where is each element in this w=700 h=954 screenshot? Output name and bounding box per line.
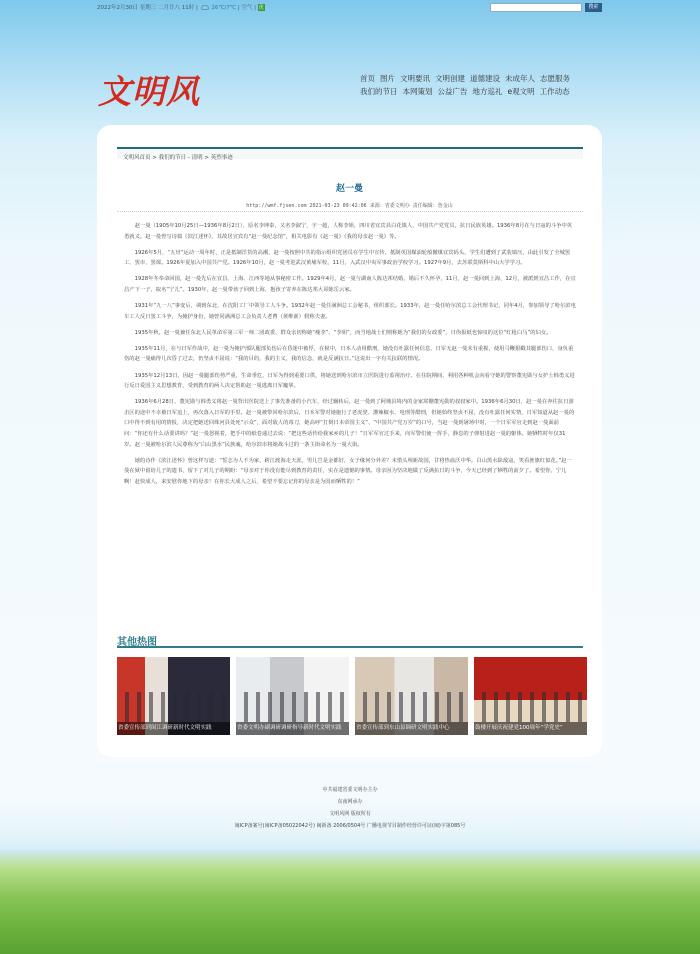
hot-thumb-1[interactable] [117, 657, 230, 735]
search-button[interactable]: 搜索 [585, 3, 602, 12]
air-quality-badge: 优 [258, 5, 264, 11]
hot-thumb-3[interactable] [355, 657, 468, 735]
article-paragraph: 1935年12月13日，因赵一曼腿部伤势严重，生命垂危，日军为得到重要口供，将她送到哈尔滨市立医院进行监视治疗。在住院期间，利用各种机会向看守她的警察董宪勋与女护士韩勇义进行反日爱国主义思想教育，受到教育的两人决定帮助赵一曼逃离日军魔掌。 [124, 372, 575, 390]
hot-thumbnails [117, 657, 587, 735]
footer-grass-background [0, 850, 700, 954]
nav-item-planning[interactable]: 本网策划 [402, 87, 433, 96]
photo-people [355, 692, 468, 722]
nav-item-pictures[interactable]: 图片 [380, 74, 395, 83]
nav-row-1 [360, 72, 590, 85]
footer-organizer: 东南网承办 [337, 799, 363, 805]
temperature: 26℃/7℃ [211, 5, 237, 11]
photo-people [117, 692, 230, 722]
air-quality-label: | 空气 | [237, 5, 258, 11]
hot-thumb-4[interactable] [474, 657, 587, 735]
article-paragraph: 1936年6月28日，董宪勋与韩勇义将赵一曼背出医院送上了事先准备的小汽车，经过辗转后，赵一曼到了阿城县境内的金家窝棚董宪勋的叔叔家中。1936年6月30日，赵一曼在奔往抗日游击区的途中不幸被日军追上，再次落入日军的手里。赵一曼被带回哈尔滨后，日本军警对她施行了老虎凳、灌辣椒水、电刑等酷刑，但她始终坚贞不屈，没有吐露任何实情，日军知道从赵一曼的口中得不到有用的情报，决定把她送回珠河县处死“示众”，面对敌人的毒刀，她高呼“打倒日本帝国主义”、“中国共产党万岁”的口号，当赵一曼到屠场中时，一个日军军官走到赵一曼面前问：“你还有什么话要讲吗？”赵一曼怒视着，把手中的纸卷递过去说：“把这些话传给我家乡的儿子！”日军军官过手来，向军警们使一挥手，静息的子弹射进赵一曼的躯体，她牺牲时年仅31岁。赵一曼被哈尔滨人民尊称为“白山黑水”民族魂，哈尔滨市将她战斗过的一条主街命名为一曼大街。 [124, 399, 575, 448]
nav-item-creation[interactable]: 文明创建 [435, 74, 465, 83]
nav-item-morality[interactable]: 道德建设 [470, 74, 500, 83]
hot-section-divider [117, 646, 583, 648]
article-meta: http://wmf.fjsen.com 2021-03-23 09:42:06 来源：省委文明办 责任编辑：詹金山 [246, 203, 453, 209]
thumb-caption[interactable]: 省委宣传部到东山县调研文明实践中心 [355, 722, 468, 735]
article-paragraph: 1926年5月，“五卅”运动一周年时，正是抵制洋货的高潮，赵一曼按照中共的指示组织党团员在学生中宣传，抵制英国煤油轮船撤煤宜宾码头，学生们遭到了武装镇压，由此引发了全城罢工、罢市、罢课。1926年夏加入中国共产党。1926年10月，赵一曼考进武汉黄埔军校，11月，入武汉中央军事政治学校学习。1927年9月，去苏联莫斯科中山大学学习。 [124, 249, 571, 267]
date-weather-bar [97, 3, 265, 11]
meta-divider [117, 211, 583, 212]
footer-sponsor: 中共福建省委文明办主办 [322, 787, 378, 793]
nav-item-e-view[interactable]: e观文明 [507, 87, 535, 96]
date-text: 2022年2月30日 星期三 二月廿八 11时 | [97, 5, 200, 11]
nav-item-work[interactable]: 工作动态 [539, 87, 570, 96]
article-paragraph: 1935年11月，在与日军作战中，赵一曼为掩护部队腿部负伤后在昏迷中被俘，在狱中，日本人动用酷刑，她没有吐露任何信息，日军无赵一曼未有重握，使用马鞭狠戳其腿部伤口，身负重伤的赵一曼痛得几次昏了过去，仍坚贞不屈说：“我的目的，我的主义，我的信念，就是反满抗日。”这说出一字有关抗联的情况。 [124, 345, 574, 363]
nav-item-local[interactable]: 地方巡礼 [472, 87, 503, 96]
thumb-caption[interactable]: 省委文明办副调研调研指导新时代文明实践 [236, 722, 349, 735]
photo-people [236, 692, 349, 722]
article-paragraph: 她的诗作《滨江述怀》曾这样写道：“誓志为人不为家，跨江渡海走天涯。男儿岂是金都好，女子缘何分外差？未惜头颅新故国，甘将热血沃中华。白山黑水除敌寇，笑看旌旗红似花。”赵一曼在狱中留给儿子的遗书，留下了对儿子的期盼：“母亲对于你没有能尽到教育的责任，实在是遗憾的事情。母亲因为坚决地做了反满抗日的斗争，今天已经到了牺牲的前夕了。希望你，宁儿啊！赶快成人，来安慰你地下的母亲！在你长大成人之后，希望不要忘记你的母亲是为国而牺牲的！” [124, 457, 572, 485]
article-title: 赵一曼 [335, 184, 363, 194]
search-input[interactable] [490, 3, 582, 12]
article-paragraph: 赵一曼（1905年10月25日—1936年8月2日），原名李坤泰，又名李淑宁，字一超，人称李姐，四川省宜宾县白花镇人，中国共产党党员，抗日民族英雄。1936年8月在与日寇的斗争中英勇就义。赵一曼曾写诗篇《滨江述怀》，其故居宣宾有“赵一曼纪念馆”，相关电影有《赵一曼》《我的母亲赵一曼》等。 [124, 223, 573, 240]
main-nav [360, 72, 590, 98]
thumb-caption[interactable]: 鼓楼开展庆祝建党100周年“学党史” [474, 722, 587, 735]
nav-row-2 [360, 85, 590, 98]
photo-people [474, 692, 587, 722]
top-bar [0, 0, 700, 14]
nav-item-news[interactable]: 文明要讯 [400, 74, 430, 83]
nav-item-home[interactable]: 首页 [360, 74, 375, 83]
footer-license: 闽ICP备案号(闽ICP备05022042号) 闽新备 2006/0504号 广播电视节目制作经营许可证(闽)字第085号 [234, 823, 466, 829]
footer-copyright: 文明风网 版权所有 [329, 811, 371, 817]
nav-item-ads[interactable]: 公益广告 [437, 87, 468, 96]
article-paragraph: 1928年冬奉命回国，赵一曼先后在宜昌、上海、江西等地从事秘密工作。1929年4月，赵一曼与湖南人陈达邦结婚，婚后不久怀孕，11月，赵一曼回到上海，12月，被派到宜昌工作，在宜昌产下一子，取名“宁儿”。1930年，赵一曼带孩子回到上海，抱孩子寄养在陈达邦大哥陈岳云家。 [124, 276, 576, 293]
article-paragraph: 1931年“九一八”事变后，调到东北，在沈阳工厂中领导工人斗争。1932年赵一曼任满洲总工会秘书，组织部长。1933年，赵一曼任哈尔滨总工会代理书记，同年4月，参加领导了哈尔滨电车工人反日罢工斗争，为掩护身份，她曾同满洲总工会负责人老曹（黄维新）假称夫妻。 [124, 303, 576, 320]
article-paragraph: 1935年秋，赵一曼兼任东北人民革命军第三军一师二团政委，群众亲切称她“瘦李”、“李姐”，而当地战士们则称她为“我们的女政委”，日伪报纸也惊叹的这位“红枪白马”的妇女。 [134, 329, 552, 336]
thumb-caption[interactable]: 省委宣传部到闽江调研新时代文明实践 [117, 722, 230, 735]
nav-item-festivals[interactable]: 我们的节日 [360, 87, 398, 96]
nav-item-volunteer[interactable]: 志愿服务 [540, 74, 570, 83]
article-body [124, 221, 576, 493]
cloud-icon [201, 5, 209, 10]
hot-section-title: 其他热图 [117, 637, 157, 648]
site-logo[interactable]: 文明风 [98, 72, 200, 111]
nav-item-minors[interactable]: 未成年人 [505, 74, 535, 83]
site-footer [0, 784, 700, 832]
breadcrumb[interactable]: 文明风首页 > 我们的节日 - 清明 > 英烈事迹 [117, 147, 583, 159]
hot-thumb-2[interactable] [236, 657, 349, 735]
